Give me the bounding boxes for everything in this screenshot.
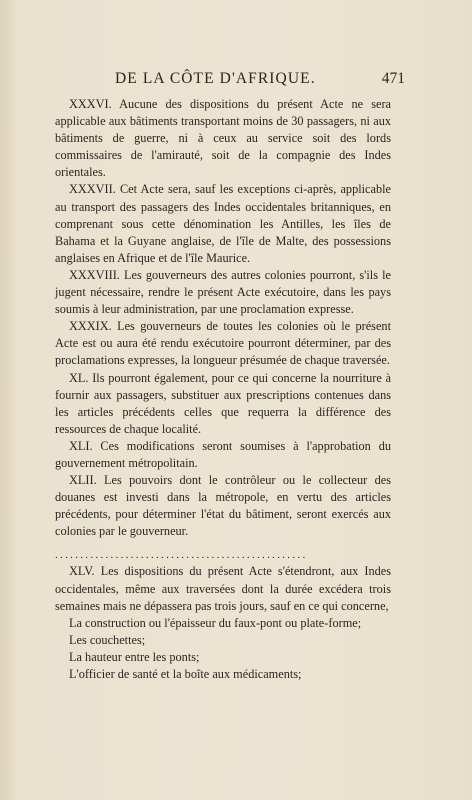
article-xxxvii: XXXVII. Cet Acte sera, sauf les exceptions ci-après, applicable au transport des passagers des Indes occidentales britanniques, en comprenant sous cette dénomination les Antilles, les îles de Bahama et la Guyane anglaise, de l'île de Malte, des possessions anglaises en Afrique et de l'île Maurice. <box>55 182 391 265</box>
article-xl: XL. Ils pourront également, pour ce qui concerne la nourriture à fournir aux passagers, substituer aux prescriptions contenues dans les articles précédents celles que requerra la différence des ressources de chaque localité. <box>55 370 391 436</box>
article-xli: XLI. Ces modifications seront soumises à l'approbation du gouvernement métropolitain. <box>55 438 391 470</box>
exception-item: La construction ou l'épaisseur du faux-pont ou plate-forme; <box>69 615 362 630</box>
article-xlv: XLV. Les dispositions du présent Acte s'étendront, aux Indes occidentales, même aux traversées dont la durée excédera trois semaines mais ne dépassera pas trois jours, sauf en ce qui concerne, <box>55 564 391 613</box>
exception-item: La hauteur entre les ponts; <box>69 649 200 664</box>
article-xlii: XLII. Les pouvoirs dont le contrôleur ou le collecteur des douanes est investi dans la métropole, en vertu des articles précédents, pour déterminer l'état du bâtiment, seront exercés aux colonies par le gouverneur. <box>55 473 391 539</box>
page-header <box>55 70 405 92</box>
article-xxxviii: XXXVIII. Les gouverneurs des autres colonies pourront, s'ils le jugent nécessaire, rendre le présent Acte exécutoire, dans les pays soumis à leur administration, par une proclamation expresse. <box>55 267 391 317</box>
omission-separator: .................................................. <box>55 549 308 562</box>
page-body <box>55 96 391 683</box>
exception-item: L'officier de santé et la boîte aux médicaments; <box>69 667 302 681</box>
exception-item: Les couchettes; <box>69 632 146 647</box>
article-xxxvi: XXXVI. Aucune des dispositions du présent Acte ne sera applicable aux bâtiments transportant moins de 30 passagers, ni aux bâtiments de guerre, ni à ceux au service soit des lords commissaires de l'amirauté, soit de la compagnie des Indes orientales. <box>55 97 391 180</box>
running-title: DE LA CÔTE D'AFRIQUE. <box>115 70 316 87</box>
article-xxxix: XXXIX. Les gouverneurs de toutes les colonies où le présent Acte est ou aura été rendu exécutoire pourront déterminer, par des proclamations expresses, la longueur présumée de chaque traversée. <box>55 319 391 368</box>
page-number: 471 <box>381 70 405 87</box>
